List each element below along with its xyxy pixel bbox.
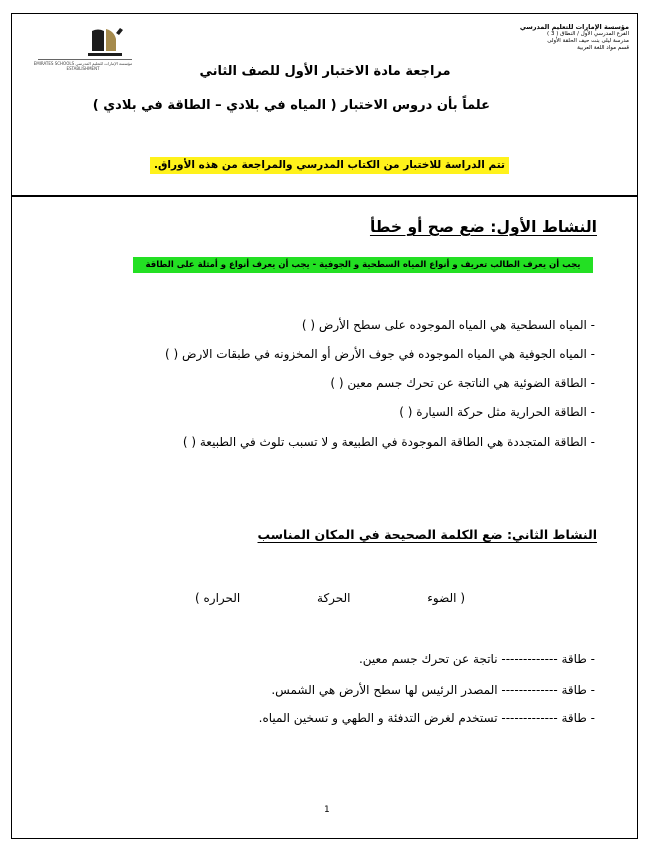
word-bank-item: الحراره ) <box>195 591 241 605</box>
activity1-statement: - الطاقة الضوئية هي الناتجة عن تحرك جسم معين ( ) <box>330 376 595 390</box>
section-divider <box>11 195 638 197</box>
activity1-statement: - المياه الجوفية هي المياه الموجوده في جوف الأرض أو المخزونه في طبقات الارض ( ) <box>164 347 595 361</box>
org-header <box>520 24 629 52</box>
activity1-statement: - المياه السطحية هي المياه الموجوده على سطح الأرض ( ) <box>301 318 595 332</box>
org-line-2: الفرع المدرسي الأول / النطاق ( 3 ) <box>547 31 629 37</box>
org-line-4: قسم مواد اللغة العربية <box>577 45 629 51</box>
activity1-title: النشاط الأول: ضع صح أو خطأ <box>369 218 597 236</box>
page-title: مراجعة مادة الاختبار الأول للصف الثاني <box>199 64 451 79</box>
study-note: تتم الدراسة للاختبار من الكتاب المدرسي والمراجعة من هذه الأوراق. <box>150 157 509 174</box>
logo-caption: مؤسسة الإمارات للتعليم المدرسي EMIRATES SCHOOLS ESTABLISHMENT <box>33 61 133 71</box>
word-bank-item: الحركة <box>317 591 351 605</box>
activity2-statement: - طاقة ------------- المصدر الرئيس لها سطح الأرض هي الشمس. <box>271 683 595 697</box>
word-bank <box>195 591 465 605</box>
activity2-statement: - طاقة ------------- ناتجة عن تحرك جسم معين. <box>358 652 595 666</box>
page-number: 1 <box>324 805 330 815</box>
page-subtitle: علماً بأن دروس الاختبار ( المياه في بلادي – الطاقة في بلادي ) <box>92 98 490 113</box>
activity2-statement: - طاقة ------------- تستخدم لغرض التدفئة و الطهي و تسخين المياه. <box>258 711 595 725</box>
org-line-3: مدرسة ليلى بنت حيف الحلقة الأولى <box>547 38 629 44</box>
activity1-statement: - الطاقة الحرارية مثل حركة السيارة ( ) <box>399 405 595 419</box>
activity1-statement: - الطاقة المتجددة هي الطاقة الموجودة في الطبيعة و لا تسبب تلوث في الطبيعة ( ) <box>182 435 595 449</box>
activity2-title: النشاط الثاني: ضع الكلمة الصحيحة في المكان المناسب <box>257 527 597 542</box>
activity1-note: يجب أن يعرف الطالب تعريف و أنواع المياه السطحية و الجوفية - يجب أن يعرف أنواع و أمثلة على الطاقة <box>133 257 593 273</box>
word-bank-item: ( الضوء <box>427 591 465 605</box>
org-line-1: مؤسسة الإمارات للتعليم المدرسي <box>519 23 629 31</box>
